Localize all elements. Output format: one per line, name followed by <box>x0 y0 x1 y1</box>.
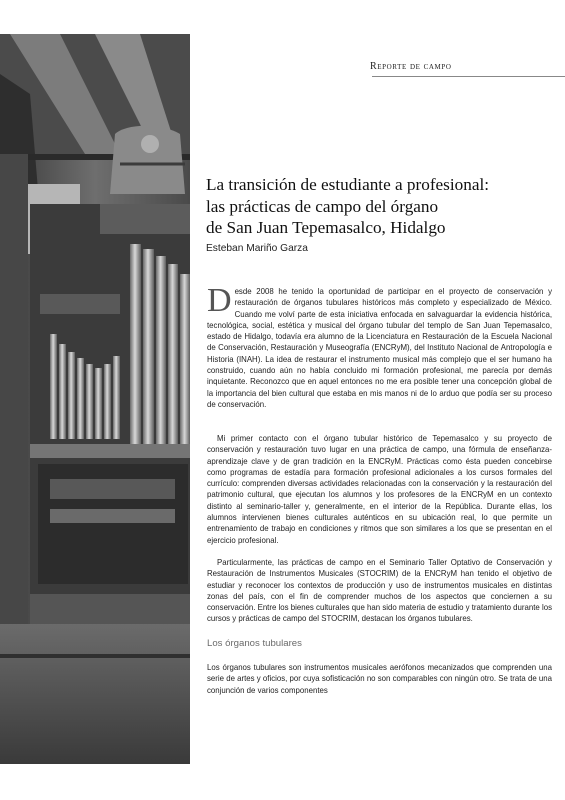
drop-cap: D <box>207 282 232 319</box>
title-line: las prácticas de campo del órgano <box>206 196 439 216</box>
section-label: Reporte de campo <box>370 61 452 72</box>
title-line: de San Juan Tepemasalco, Hidalgo <box>206 218 446 237</box>
paragraph-2: Mi primer contacto con el órgano tubular histórico de Tepemasalco y su proyecto de conservación y restauración tuvo lugar en una práctica de campo, una fórmula de enseñanza-aprendizaje clave y de gran tradición en la ENCRyM. Prácticas como ésta pueden concebirse como programas de estadía para formación profesional adicionales a los cursos formales del currículo: comprenden diversas actividades relacionadas con la conservación y la restauración del patrimonio cultural, que ejecutan los alumnos y los profesores de la ENCRyM en un contexto distinto al seminario-taller y, generalmente, en el interior de la República. Durante ellas, los alumnos intervienen bienes culturales auténticos en su ubicación real, lo que permite un entrenamiento de trabajo en condiciones y ritmos que son similares a los que se presentan en el ejercicio profesional. <box>207 434 552 545</box>
author-name: Esteban Mariño Garza <box>206 243 308 254</box>
paragraph-1-text: esde 2008 he tenido la oportunidad de participar en el proyecto de conservación y restauración de órganos tubulares históricos más completo y especializado de México. Cuando me volví parte de esta iniciativa enfocada en salvaguardar la evidencia histórica, tecnológica, social, estética y musical del órgano tubular del templo de San Juan Tepemasalco, estado de Hidalgo, todavía era alumno de la Licenciatura en Restauración de la Escuela Nacional de Conservación, Restauración y Museografía (ENCRyM), del Instituto Nacional de Antropología e Historia (INAH). La idea de restaurar el instrumento musical más complejo que el ser humano ha construido, cuando aún no había concluido mi formación profesional, me parecía por demás inquietante. Reconozco que en aquel entonces no me era posible tener una concepción global de la importancia del bien cultural que estaba en mis manos ni de lo arduo que podía ser su proceso de conservación. <box>207 287 552 409</box>
title-line: La transición de estudiante a profesional: <box>206 175 490 194</box>
pipe-organ-photo <box>0 34 190 764</box>
section-divider <box>372 76 565 77</box>
section-subheading: Los órganos tubulares <box>207 638 302 649</box>
paragraph-3: Particularmente, las prácticas de campo en el Seminario Taller Optativo de Conservación y Restauración de Instrumentos Musicales (STOCRIM) de la ENCRyM han tenido el objetivo de estudiar y reconocer los contextos de producción y uso de instrumentos musicales en distintas zonas del país, con el fin de comprender muchos de los aspectos que conciernen a su conservación. Entre los bienes culturales que han sido materia de estudio y tratamiento durante los cursos y prácticas de campo del STOCRIM, destacan los órganos tubulares. <box>207 558 552 624</box>
article-title <box>206 174 556 239</box>
paragraph-4: Los órganos tubulares son instrumentos musicales aerófonos mecanizados que comprenden una serie de artes y oficios, por cuya sofisticación no son comparables con ningún otro. Se trata de una conjunción de varios componentes <box>207 663 552 695</box>
paragraph-1 <box>207 282 552 410</box>
